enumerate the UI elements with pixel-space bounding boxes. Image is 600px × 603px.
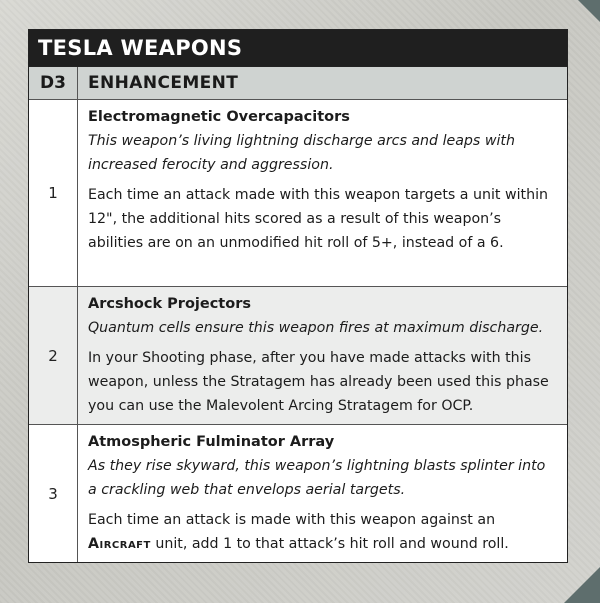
flavor-text: This weapon’s living lightning discharge arcs and leaps with increased ferocity and aggression. <box>88 133 515 173</box>
rule-text <box>88 508 557 556</box>
aircraft-keyword: Aircraft <box>88 536 151 552</box>
roll-value: 2 <box>29 287 78 424</box>
enhancement-cell <box>78 425 567 562</box>
column-header-roll: D3 <box>29 67 78 99</box>
enhancement-name: Atmospheric Fulminator Array <box>88 434 335 450</box>
corner-decoration <box>578 0 600 22</box>
tesla-weapons-table <box>28 29 568 563</box>
rule-text-part: unit, add 1 to that attack’s hit roll and wound roll. <box>150 536 509 552</box>
column-header-enhancement: ENHANCEMENT <box>88 73 239 93</box>
corner-decoration <box>564 567 600 603</box>
roll-value: 3 <box>29 425 78 562</box>
table-row <box>29 425 567 562</box>
table-row <box>29 287 567 425</box>
table-row <box>29 100 567 287</box>
enhancement-name: Arcshock Projectors <box>88 296 251 312</box>
roll-value: 1 <box>29 100 78 286</box>
enhancement-name: Electromagnetic Overcapacitors <box>88 109 350 125</box>
enhancement-cell <box>78 287 567 424</box>
enhancement-cell <box>78 100 567 286</box>
flavor-text: As they rise skyward, this weapon’s lightning blasts splinter into a crackling web that envelops aerial targets. <box>88 458 546 498</box>
rule-text: Each time an attack made with this weapon targets a unit within 12", the additional hits scored as a result of this weapon’s abilities are on an unmodified hit roll of 5+, instead of a 6. <box>88 187 549 251</box>
rule-text-part: Each time an attack is made with this weapon against an <box>88 512 496 528</box>
table-title: TESLA WEAPONS <box>29 30 567 66</box>
flavor-text: Quantum cells ensure this weapon fires at maximum discharge. <box>88 320 544 336</box>
rule-text: In your Shooting phase, after you have made attacks with this weapon, unless the Stratagem has already been used this phase you can use the Malevolent Arcing Stratagem for OCP. <box>88 350 549 414</box>
table-header <box>29 66 567 100</box>
